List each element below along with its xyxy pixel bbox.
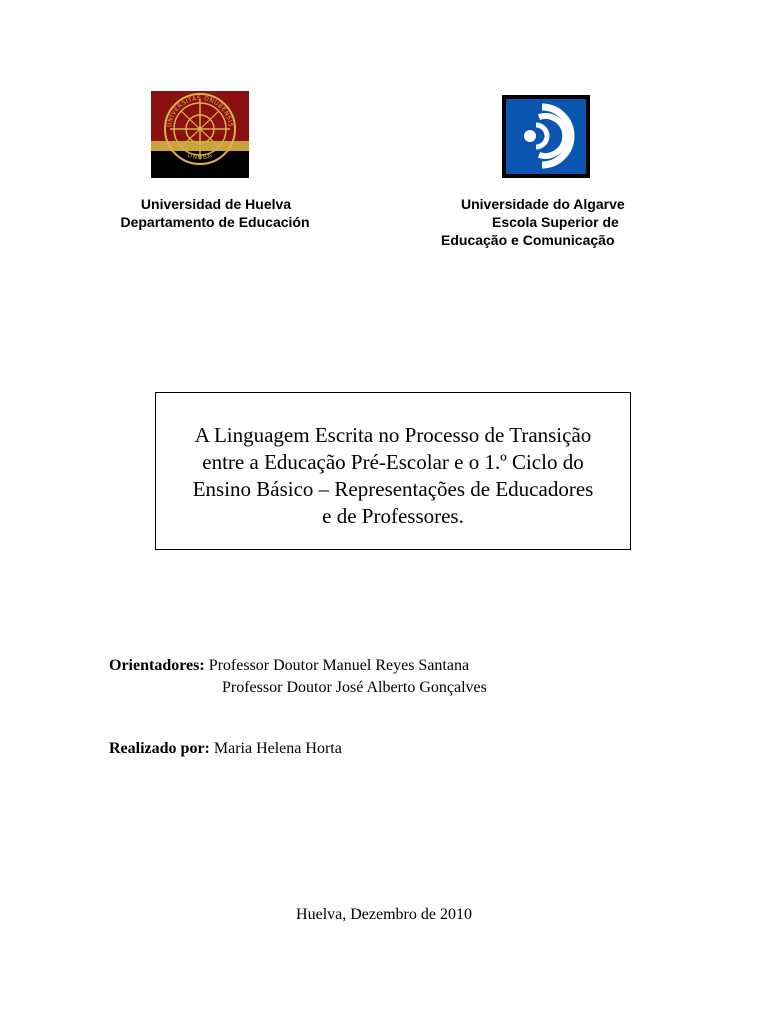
thesis-title [156,422,630,530]
svg-text:UNIVERSITAS ONUBENSIS: UNIVERSITAS ONUBENSIS [166,94,234,128]
place-date: Huelva, Dezembro de 2010 [296,906,472,923]
algarve-school-line1: Escola Superior de [492,214,619,230]
supervisor-name: Professor Doutor Manuel Reyes Santana [208,657,470,674]
title-line: e de Professores. [322,504,464,528]
thesis-title-box [155,392,631,550]
huelva-seal-logo [151,91,249,178]
university-seal-icon [151,91,249,178]
supervisors-line [109,655,469,676]
title-line: A Linguagem Escrita no Processo de Transição [194,423,592,447]
supervisor-name: Professor Doutor José Alberto Gonçalves [222,679,487,696]
algarve-school-line2: Educação e Comunicação [441,232,615,248]
algarve-university-name: Universidade do Algarve [461,196,625,212]
title-line: entre a Educação Pré-Escolar e o 1.º Ciclo do [202,450,584,474]
author-label: Realizado por: [109,740,210,757]
author-name: Maria Helena Horta [213,740,342,757]
algarve-emblem-icon [502,95,590,178]
huelva-department-name: Departamento de Educación [120,214,310,230]
supervisors-label: Orientadores: [109,657,205,674]
svg-text:ONUBA: ONUBA [186,151,214,162]
title-line: Ensino Básico – Representações de Educadores [192,477,594,501]
algarve-logo [502,95,590,178]
author-line [109,738,342,759]
huelva-university-name: Universidad de Huelva [140,196,292,212]
